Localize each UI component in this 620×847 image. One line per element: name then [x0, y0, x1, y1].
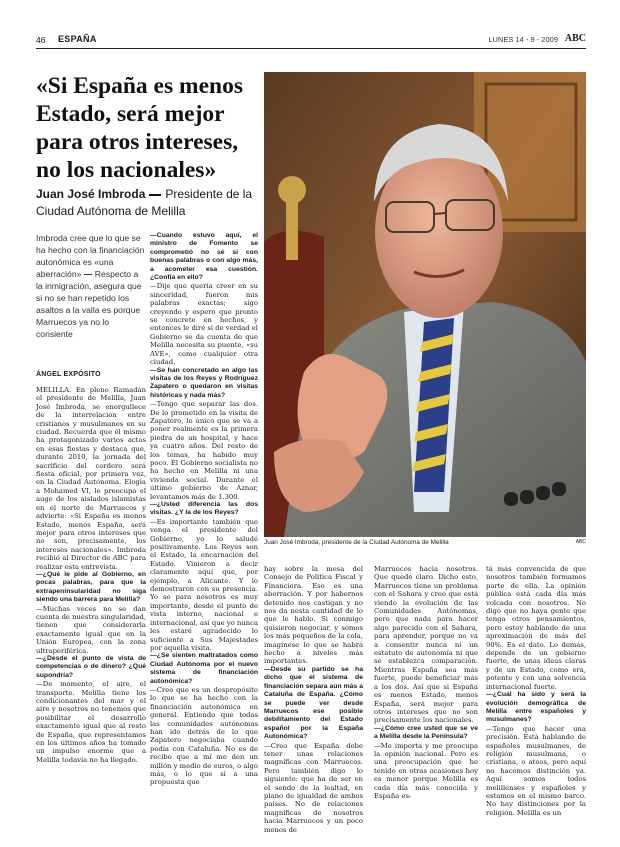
interview-question: —¿Qué le pide al Gobierno, en pocas palabras, para que la extrapeninsularidad no siga siendo una barrera para Melilla? — [36, 570, 146, 604]
text-column-5 — [486, 565, 586, 817]
summary-point-1: Imbroda cree que lo que se ha hecho con la financiación autonómica es «una aberración» — [36, 233, 145, 279]
interview-answer: hay sobre la mesa del Consejo de Política Fiscal y Financiera. Eso es una aberración. Y por habernos detenido nos castigan y no nos da nesta cantidad de lo que le hablo. Si conmigo quisieron negociar, y somos los más pequeños de la cola, imagínese lo que se habrá hecho a niveles más importantes. — [264, 565, 363, 666]
interviewee-photo — [264, 72, 586, 537]
interview-answer: MELILLA. En pleno Ramadán el presidente de Melilla, Juan José Imbroda, se enorgullece de la interrelación entre cristianos y musulmanes en su ciudad. Recuerda que él mismo ha protagonizado varios actos en esas fiestas y destaca que, durante 2010, la jornada del sacrificio del cordero será fiesta oficial, por primera vez, en la Ciudad Autónoma. Elogia a Mohamed VI, le preocupa el auge de los aislados islamistas en el norte de Marruecos y advierte: «Si España es menos Estado, menos España, será mejor para otros intereses que no son, precisamente, los intereses nacionales». Imbroda recibió al Director de ABC para realizar esta entrevista. — [36, 386, 146, 571]
interview-question: —Desde su partido se ha dicho que el sistema de financiación separa aún más a Cataluña de España. ¿Cómo se puede ver desde Marruecos ese posible debilitamiento del Estado español por la España Autonómica? — [264, 665, 363, 741]
newspaper-logo: ABC — [564, 33, 586, 44]
text-column-1 — [36, 386, 146, 816]
byline — [36, 186, 261, 220]
text-column-2 — [150, 232, 258, 817]
summary-point-2: Respecto a la inmigración, asegura que si no se han repetido los asaltos a la valla es porque Marruecos ya no lo consiente — [36, 269, 142, 339]
article-summary — [36, 232, 146, 340]
interview-answer: —Tengo que hacer una precisión. Está hablando de españoles musulmanes, de religión musulmana, o cristiana, o ateos, pero aquí no hacemos distinción ya. Aquí somos todos melillenses y españoles y estamos en el mismo barco. No hay distinciones por la religión. Melilla es un — [486, 724, 586, 817]
photo-credit: ABC — [575, 539, 586, 545]
text-column-3 — [264, 565, 363, 834]
text-column-4 — [374, 565, 478, 817]
interview-answer: —De momento, el aire, el transporte. Melilla tiene los condicionantes del mar y el aire y nosotros no tenemos que posibilitar el desarrollo exactamente igual que al resto de España, que representamos en los últimos años ha tomado un impulso enorme que a Melilla todavía no ha llegado. — [36, 680, 146, 764]
photo-caption — [264, 539, 586, 549]
interview-answer: —Es importante también que venga el presidente del Gobierno, yo lo saludé positivamente. Los Reyes son el Estado, la encarnación del Estado. Vinieron a decir claramente aquí que, por ejemplo, a Alicante. Y lo demostraron con su presencia. Yo so para nosotros es muy importante, desde el punto de vista interno, nacional e internacional, así que yo nunca les estaré agradecido lo suficiente a Sus Majestades por aquella visita. — [150, 517, 258, 652]
interviewee-role: Presidente de la Ciudad Autónoma de Melilla — [36, 187, 253, 218]
interview-answer: —Creo que España debe tener unas relaciones magníficas con Marruecos. Pero también digo lo siguiente: que ha de ser en el sendo de la lealtad, en plano de igualdad de ambos países. No de relaciones magníficas de nosotros hacia Marruecos y un poco menos de — [264, 741, 363, 834]
page-number: 46 — [36, 35, 46, 45]
interview-question: —Cuando estuvo aquí, el ministro de Fomento se comprometió no sé si con buenas palabras o con algo más, a acometer esa cuestión. ¿Confía en ello? — [150, 232, 258, 282]
caption-text: Juan José Imbroda, presidente de la Ciudad Autónoma de Melilla — [264, 539, 449, 546]
interview-question: —Se han concretado en algo las visitas de los Reyes y Rodríguez Zapatero o quedaron en visitas históricas y nada más? — [150, 366, 258, 399]
byline-dash — [149, 194, 161, 196]
article-headline: «Si España es menos Estado, será mejor para otros intereses, no los nacionales» — [36, 73, 243, 183]
interview-answer: Marruecos hacia nosotros. Que quede claro. Dicho esto, Marruecos tiene un problema con el Sahara y creo que está viendo la evolución de las Comunidades Autónomas, pero que nada para hacer algo parecido con el Sahara, para aprender, porque no va a consentir nunca ni un estatuto de autonomía ni que se establezca comparación. Mientras España sea más fuerte, puede beneficiar más a los dos. Así que si España es menos Estado, menos España, será mejor para otros intereses que no son precisamente los nacionales. — [374, 565, 478, 725]
interview-question: —¿Usted diferencia las dos visitas. ¿Y la de los Reyes? — [150, 501, 258, 517]
interview-answer: —Muchas veces no se dan cuenta de nuestra singularidad, tienen que considerarla exactamente igual que en la Unión Europea, con la zona ultraperiférica. — [36, 604, 146, 655]
summary-dash — [84, 274, 92, 275]
interview-question: —¿Cómo cree usted que se ve a Melilla desde la Península? — [374, 724, 478, 741]
issue-date: LUNES 14 - 9 - 2009 — [488, 35, 558, 44]
section-name: ESPAÑA — [58, 34, 97, 44]
interview-answer: tá más convencida de que nosotros también formamos parte de ella. La opinión pública está cada día más volcada con nosotros. No digo que no haya gente que tenga otros pensamientos, pero estoy hablando de una aproximación de más del 90%. Es el dato. Lo demás, depende de un gobierno fuerte, de unas ideas claras y de un Estado, como era, potente y con una solvencia internacional fuerte. — [486, 565, 586, 691]
interview-answer: —Creo que es un despropósito lo que se ha hecho con la financiación autonómica en general. Entiendo que todas las comunidades autónomas han ido detrás de lo que Zapatero negociaba cuando pedía con Cataluña. No es de recibo que a mí me den un millón y medio de euros, o algo más, o lo que sí a una propuesta que — [150, 685, 258, 787]
interview-answer: —Me importa y me preocupa la opinión nacional. Pero es una preocupación que he tenido en otras ocasiones hoy es menor porque Melilla es cada día más conocida y España es- — [374, 741, 478, 800]
portrait-illustration — [264, 72, 586, 537]
interviewee-name: Juan José Imbroda — [36, 187, 146, 201]
interview-answer: —Tengo que separar las dos. De lo prometido en la visita de Zapatero, lo único que se va a poner realmente es la primera piedra de un hospital, y hace ya cuatro años. Del resto de los temas, ha habido muy poco. El Gobierno socialista no ha hecho en Melilla ni una vivienda social. Durante el último gobierno de Aznar, levantamos más de 1.300. — [150, 400, 258, 501]
interview-question: —¿Desde el punto de vista de competencias o de dinero? ¿Qué supondría? — [36, 655, 146, 679]
interview-question: —¿Se sienten maltratados como Ciudad Autónoma por el nuevo sistema de financiación autonómica? — [150, 652, 258, 685]
interview-answer: —Dije que quería creer en su sinceridad, fueron mis palabras exactas; sigo creyendo y espero que pronto se concrete en hechos, y entonces le diré si de verdad el Gobierno se da cuenta de que Melilla necesita su puente, «su AVE», como cualquier otra ciudad. — [150, 282, 258, 367]
header-rule — [36, 48, 586, 49]
article-author: ÁNGEL EXPÓSITO — [36, 371, 101, 378]
page-header — [36, 34, 586, 48]
interview-question: —¿Cuál ha sido y será la evolución demográfica de Melilla entre españoles y musulmanes? — [486, 691, 586, 724]
